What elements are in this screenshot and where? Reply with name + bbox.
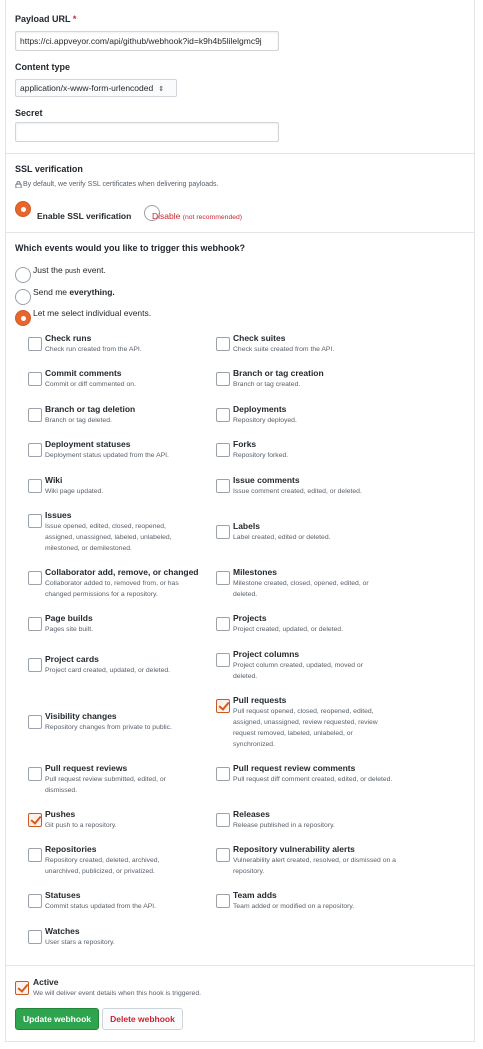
event-deployments-title: Deployments	[233, 404, 287, 414]
event-forks-desc: Repository forked.	[233, 452, 289, 459]
events-heading: Which events would you like to trigger this webhook?	[15, 243, 246, 253]
event-visibility-changes-title: Visibility changes	[45, 711, 117, 721]
event-collaborator-desc: Collaborator added to, removed from, or has changed permissions for a repository.	[45, 580, 179, 598]
event-commit-comments-title: Commit comments	[45, 368, 122, 378]
ssl-enable-radio[interactable]	[15, 201, 31, 217]
event-issues-title: Issues	[45, 510, 72, 520]
event-statuses-title: Statuses	[45, 890, 81, 900]
event-releases-desc: Release published in a repository.	[233, 822, 335, 829]
event-repositories-title: Repositories	[45, 844, 97, 854]
event-wiki-title: Wiki	[45, 475, 63, 485]
event-issue-comments-desc: Issue comment created, edited, or deleted.	[233, 488, 362, 495]
event-visibility-changes-desc: Repository changes from private to public.	[45, 724, 172, 731]
event-watches-desc: User stars a repository.	[45, 939, 115, 946]
checkbox-milestones[interactable]	[216, 571, 230, 585]
checkbox-projects[interactable]	[216, 617, 230, 631]
active-checkbox[interactable]	[15, 981, 29, 995]
checkbox-releases[interactable]	[216, 813, 230, 827]
event-deployment-statuses-title: Deployment statuses	[45, 439, 131, 449]
event-branch-tag-deletion-desc: Branch or tag deleted.	[45, 417, 112, 424]
checkbox-pull-request-reviews[interactable]	[28, 767, 42, 781]
active-label: Active	[33, 977, 59, 987]
event-statuses-desc: Commit status updated from the API.	[45, 903, 157, 910]
event-pull-request-review-comments-desc: Pull request diff comment created, edited, or deleted.	[233, 776, 393, 783]
event-pull-requests-title: Pull requests	[233, 695, 287, 705]
event-projects-title: Projects	[233, 613, 267, 623]
event-page-builds-desc: Pages site built.	[45, 626, 93, 633]
secret-input[interactable]	[15, 122, 279, 142]
checkbox-pull-request-review-comments[interactable]	[216, 767, 230, 781]
event-labels-title: Labels	[233, 521, 260, 531]
event-releases-title: Releases	[233, 809, 270, 819]
payload-url-input[interactable]	[15, 31, 279, 51]
event-collaborator-title: Collaborator add, remove, or changed	[45, 567, 199, 577]
checkbox-deployments[interactable]	[216, 408, 230, 422]
event-project-columns-desc: Project column created, updated, moved or deleted.	[233, 662, 363, 680]
checkbox-wiki[interactable]	[28, 479, 42, 493]
event-pull-requests-desc: Pull request opened, closed, reopened, edited, assigned, unassigned, review requested, review request removed, labeled, unlabeled, or synchronized.	[233, 708, 378, 748]
checkbox-project-cards[interactable]	[28, 658, 42, 672]
event-branch-tag-deletion-title: Branch or tag deletion	[45, 404, 136, 414]
event-issues-desc: Issue opened, edited, closed, reopened, assigned, unassigned, labeled, unlabeled, milestoned, or demilestoned.	[45, 523, 172, 552]
separator	[5, 232, 475, 233]
checkbox-collaborator[interactable]	[28, 571, 42, 585]
event-project-cards-title: Project cards	[45, 654, 99, 664]
checkbox-forks[interactable]	[216, 443, 230, 457]
checkbox-project-columns[interactable]	[216, 653, 230, 667]
individual-events-label: Let me select individual events.	[33, 308, 152, 318]
event-page-builds-title: Page builds	[45, 613, 93, 623]
separator	[5, 153, 475, 154]
event-project-columns-title: Project columns	[233, 649, 300, 659]
update-webhook-button[interactable]: Update webhook	[15, 1008, 99, 1030]
event-pull-request-review-comments-title: Pull request review comments	[233, 763, 356, 773]
payload-url-label: Payload URL *	[15, 14, 77, 24]
everything-radio[interactable]	[15, 289, 31, 305]
event-project-cards-desc: Project card created, updated, or deleted.	[45, 667, 171, 674]
event-pull-request-reviews-desc: Pull request review submitted, edited, or dismissed.	[45, 776, 166, 794]
checkbox-branch-tag-deletion[interactable]	[28, 408, 42, 422]
individual-events-radio[interactable]	[15, 310, 31, 326]
checkbox-team-adds[interactable]	[216, 894, 230, 908]
active-desc: We will deliver event details when this hook is triggered.	[33, 990, 201, 997]
event-deployment-statuses-desc: Deployment status updated from the API.	[45, 452, 169, 459]
event-check-suites-desc: Check suite created from the API.	[233, 346, 335, 353]
event-check-runs-desc: Check run created from the API.	[45, 346, 142, 353]
push-only-radio[interactable]	[15, 267, 31, 283]
checkbox-issue-comments[interactable]	[216, 479, 230, 493]
secret-label: Secret	[15, 108, 43, 118]
content-type-label: Content type	[15, 62, 70, 72]
event-commit-comments-desc: Commit or diff commented on.	[45, 381, 136, 388]
checkbox-branch-tag-creation[interactable]	[216, 372, 230, 386]
checkbox-issues[interactable]	[28, 514, 42, 528]
event-wiki-desc: Wiki page updated.	[45, 488, 104, 495]
checkbox-check-suites[interactable]	[216, 337, 230, 351]
event-forks-title: Forks	[233, 439, 257, 449]
checkbox-repository-vulnerability-alerts[interactable]	[216, 848, 230, 862]
event-repository-vulnerability-alerts-desc: Vulnerability alert created, resolved, or dismissed on a repository.	[233, 857, 396, 875]
checkbox-commit-comments[interactable]	[28, 372, 42, 386]
checkbox-statuses[interactable]	[28, 894, 42, 908]
content-type-select[interactable]	[15, 79, 177, 97]
event-check-runs-title: Check runs	[45, 333, 92, 343]
checkbox-pull-requests[interactable]	[216, 699, 230, 713]
event-labels-desc: Label created, edited or deleted.	[233, 534, 331, 541]
checkbox-deployment-statuses[interactable]	[28, 443, 42, 457]
checkbox-check-runs[interactable]	[28, 337, 42, 351]
event-pull-request-reviews-title: Pull request reviews	[45, 763, 128, 773]
event-watches-title: Watches	[45, 926, 80, 936]
checkbox-visibility-changes[interactable]	[28, 715, 42, 729]
checkbox-repositories[interactable]	[28, 848, 42, 862]
checkbox-labels[interactable]	[216, 525, 230, 539]
event-repository-vulnerability-alerts-title: Repository vulnerability alerts	[233, 844, 355, 854]
push-only-label: Just the push event.	[33, 265, 106, 275]
event-branch-tag-creation-desc: Branch or tag created.	[233, 381, 301, 388]
checkbox-page-builds[interactable]	[28, 617, 42, 631]
event-pushes-desc: Git push to a repository.	[45, 822, 117, 829]
content-type-value: application/x-www-form-urlencoded	[20, 83, 154, 93]
checkbox-pushes[interactable]	[28, 813, 42, 827]
select-arrows-icon: ⇕	[158, 86, 165, 93]
ssl-disable-label: Disable (not recommended)	[152, 211, 243, 221]
event-team-adds-desc: Team added or modified on a repository.	[233, 903, 355, 910]
separator	[5, 965, 475, 966]
event-check-suites-title: Check suites	[233, 333, 286, 343]
event-milestones-desc: Milestone created, closed, opened, edited, or deleted.	[233, 580, 369, 598]
checkbox-watches[interactable]	[28, 930, 42, 944]
event-issue-comments-title: Issue comments	[233, 475, 300, 485]
ssl-note: By default, we verify SSL certificates when delivering payloads.	[23, 181, 219, 188]
ssl-enable-label: Enable SSL verification	[37, 211, 132, 221]
event-branch-tag-creation-title: Branch or tag creation	[233, 368, 324, 378]
ssl-heading: SSL verification	[15, 164, 83, 174]
everything-label: Send me everything.	[33, 287, 115, 297]
event-repositories-desc: Repository created, deleted, archived, unarchived, publicized, or privatized.	[45, 857, 160, 875]
delete-webhook-button[interactable]: Delete webhook	[102, 1008, 183, 1030]
event-projects-desc: Project created, updated, or deleted.	[233, 626, 343, 633]
event-team-adds-title: Team adds	[233, 890, 277, 900]
event-milestones-title: Milestones	[233, 567, 277, 577]
event-deployments-desc: Repository deployed.	[233, 417, 297, 424]
lock-icon	[15, 181, 22, 188]
event-pushes-title: Pushes	[45, 809, 76, 819]
